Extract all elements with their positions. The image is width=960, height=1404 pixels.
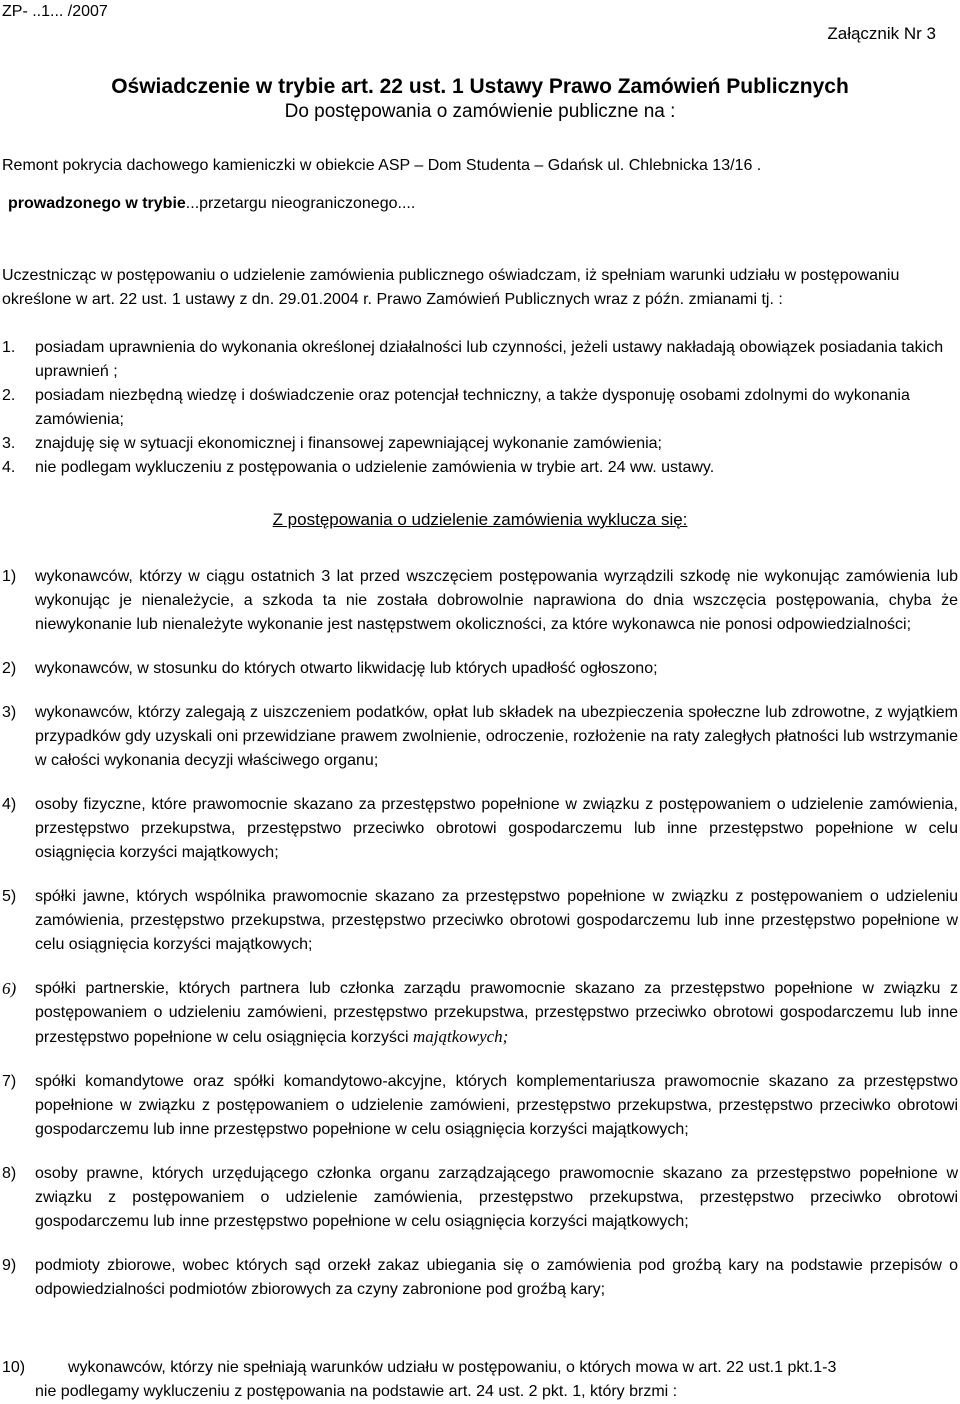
list-item-text: wykonawców, którzy zalegają z uiszczeniem podatków, opłat lub składek na ubezpieczenia społeczne lub zdrowotne, z wyjątkiem przypadków gdy uzyskali oni przewidziane prawem zwolnienie, odroczenie, rozłożenie na raty zaległych płatności lub wstrzymanie w całości wykonania decyzji właściwego organu; [35, 704, 958, 769]
list-item [2, 336, 957, 384]
list-item-number: 4. [2, 459, 16, 476]
list-item [2, 1254, 958, 1302]
list-item [2, 1070, 958, 1142]
list-item-text: osoby prawne, których urzędującego członka organu zarządzającego prawomocnie skazano za przestępstwo popełnione w związku z postępowaniem o udzielenie zamówienia, przestępstwo przekupstwa, przestępstwo przeciwko obrotowi gospodarczemu lub inne przestępstwo popełnione w celu osiągnięcia korzyści majątkowych; [35, 1165, 958, 1230]
list-item-text: posiadam niezbędną wiedzę i doświadczenie oraz potencjał techniczny, a także dysponuję osobami zdolnymi do wykonania zamówienia; [35, 387, 910, 428]
list-item [2, 432, 957, 456]
list-item-continuation: nie podlegamy wykluczeniu z postępowania na podstawie art. 24 ust. 2 pkt. 1, który brzmi : [35, 1383, 678, 1400]
list-item [2, 1356, 958, 1380]
list-item [2, 701, 958, 773]
list-item [2, 657, 958, 681]
list-item [2, 384, 957, 432]
list-item [2, 977, 958, 1050]
conditions-list [2, 336, 957, 480]
procurement-subject: Remont pokrycia dachowego kamieniczki w obiekcie ASP – Dom Studenta – Gdańsk ul. Chlebnicka 13/16 . [2, 157, 762, 174]
list-item-text: spółki komandytowe oraz spółki komandytowo-akcyjne, których komplementariusza prawomocnie skazano za przestępstwo popełnione w związku z postępowaniem o udzielenie zamówieni, przestępstwo przekupstwa, przestępstwo przeciwko obrotowi gospodarczemu lub inne przestępstwo popełnione w celu osiągnięcia korzyści majątkowych; [35, 1073, 958, 1138]
list-item-text: wykonawców, którzy w ciągu ostatnich 3 lat przed wszczęciem postępowania wyrządzili szkodę nie wykonując zamówienia lub wykonując je nienależycie, a szkoda ta nie została dobrowolnie naprawiona do dnia wszczęcia postępowania, chyba że niewykonanie lub nienależyte wykonanie jest następstwem okoliczności, za które wykonawca nie ponosi odpowiedzialności; [35, 568, 958, 633]
list-item-number: 2. [2, 387, 16, 404]
list-item-text: posiadam uprawnienia do wykonania określonej działalności lub czynności, jeżeli ustawy nakładają obowiązek posiadania takich uprawnień ; [35, 339, 944, 380]
list-item-text: spółki jawne, których wspólnika prawomocnie skazano za przestępstwo popełnione w związku z postępowaniem o udzieleniu zamówienia, przestępstwo przekupstwa, przestępstwo przeciwko obrotowi gospodarczemu lub inne przestępstwo popełnione w celu osiągnięcia korzyści majątkowych; [35, 888, 958, 953]
list-item [2, 456, 957, 480]
list-item [2, 1162, 958, 1234]
document-title: Oświadczenie w trybie art. 22 ust. 1 Ustawy Prawo Zamówień Publicznych [111, 75, 849, 98]
list-item-text: podmioty zbiorowe, wobec których sąd orzekł zakaz ubiegania się o zamówienia pod groźbą kary na podstawie przepisów o odpowiedzialności podmiotów zbiorowych za czyny zabronione pod groźbą kary; [35, 1257, 958, 1298]
list-item-number: 1) [2, 568, 17, 585]
list-item [2, 885, 958, 957]
list-item-number: 10) [2, 1359, 26, 1376]
list-item-text [35, 977, 958, 1050]
list-item-number: 5) [2, 888, 17, 905]
list-item-text: nie podlegam wykluczeniu z postępowania o udzielenie zamówienia w trybie art. 24 ww. ustawy. [35, 459, 715, 476]
exclusions-list [2, 565, 958, 1322]
list-item-text: wykonawców, którzy nie spełniają warunków udziału w postępowaniu, o których mowa w art. 22 ust.1 pkt.1-3 [68, 1359, 837, 1376]
procedure-mode [8, 192, 415, 216]
list-item-number: 7) [2, 1073, 17, 1090]
procurement-reference: ZP- ..1... /2007 [2, 3, 108, 20]
list-item-text-tail: majątkowych; [412, 1027, 509, 1046]
intro-paragraph: Uczestnicząc w postępowaniu o udzielenie zamówienia publicznego oświadczam, iż spełniam warunki udziału w postępowaniu określone w art. 22 ust. 1 ustawy z dn. 29.01.2004 r. Prawo Zamówień Publicznych wraz z późn. zmianami tj. : [2, 267, 900, 308]
list-item-number: 1. [2, 339, 16, 356]
list-item-number: 2) [2, 660, 17, 677]
list-item-number: 3) [2, 704, 17, 721]
list-item-text: osoby fizyczne, które prawomocnie skazano za przestępstwo popełnione w związku z postępowaniem o udzielenie zamówienia, przestępstwo przekupstwa, przestępstwo przeciwko obrotowi gospodarczemu lub inne przestępstwo popełnione w celu osiągnięcia korzyści majątkowych; [35, 796, 958, 861]
list-item-text-main: spółki partnerskie, których partnera lub członka zarządu prawomocnie skazano za przestępstwo popełnione w związku z postępowaniem o udzieleniu zamówieni, przestępstwo przekupstwa, przestępstwo przeciwko obrotowi gospodarczemu lub inne przestępstwo popełnione w celu osiągnięcia korzyści [35, 980, 958, 1046]
list-item [2, 793, 958, 865]
list-item-number: 4) [2, 796, 17, 813]
list-item-number: 6) [2, 979, 17, 998]
procedure-mode-value: ...przetargu nieograniczonego.... [185, 195, 416, 212]
final-exclusion-item [2, 1356, 958, 1404]
list-item-text: wykonawców, w stosunku do których otwarto likwidację lub których upadłość ogłoszono; [35, 660, 658, 677]
exclusion-heading: Z postępowania o udzielenie zamówienia wyklucza się: [272, 510, 688, 529]
list-item-number: 8) [2, 1165, 17, 1182]
document-subtitle: Do postępowania o zamówienie publiczne na : [284, 101, 676, 122]
list-item-number: 3. [2, 435, 16, 452]
procedure-mode-label: prowadzonego w trybie [8, 195, 186, 212]
list-item-number: 9) [2, 1257, 17, 1274]
list-item [2, 565, 958, 637]
annex-label: Załącznik Nr 3 [827, 24, 936, 43]
list-item-text: znajduję się w sytuacji ekonomicznej i finansowej zapewniającej wykonanie zamówienia; [35, 435, 662, 452]
